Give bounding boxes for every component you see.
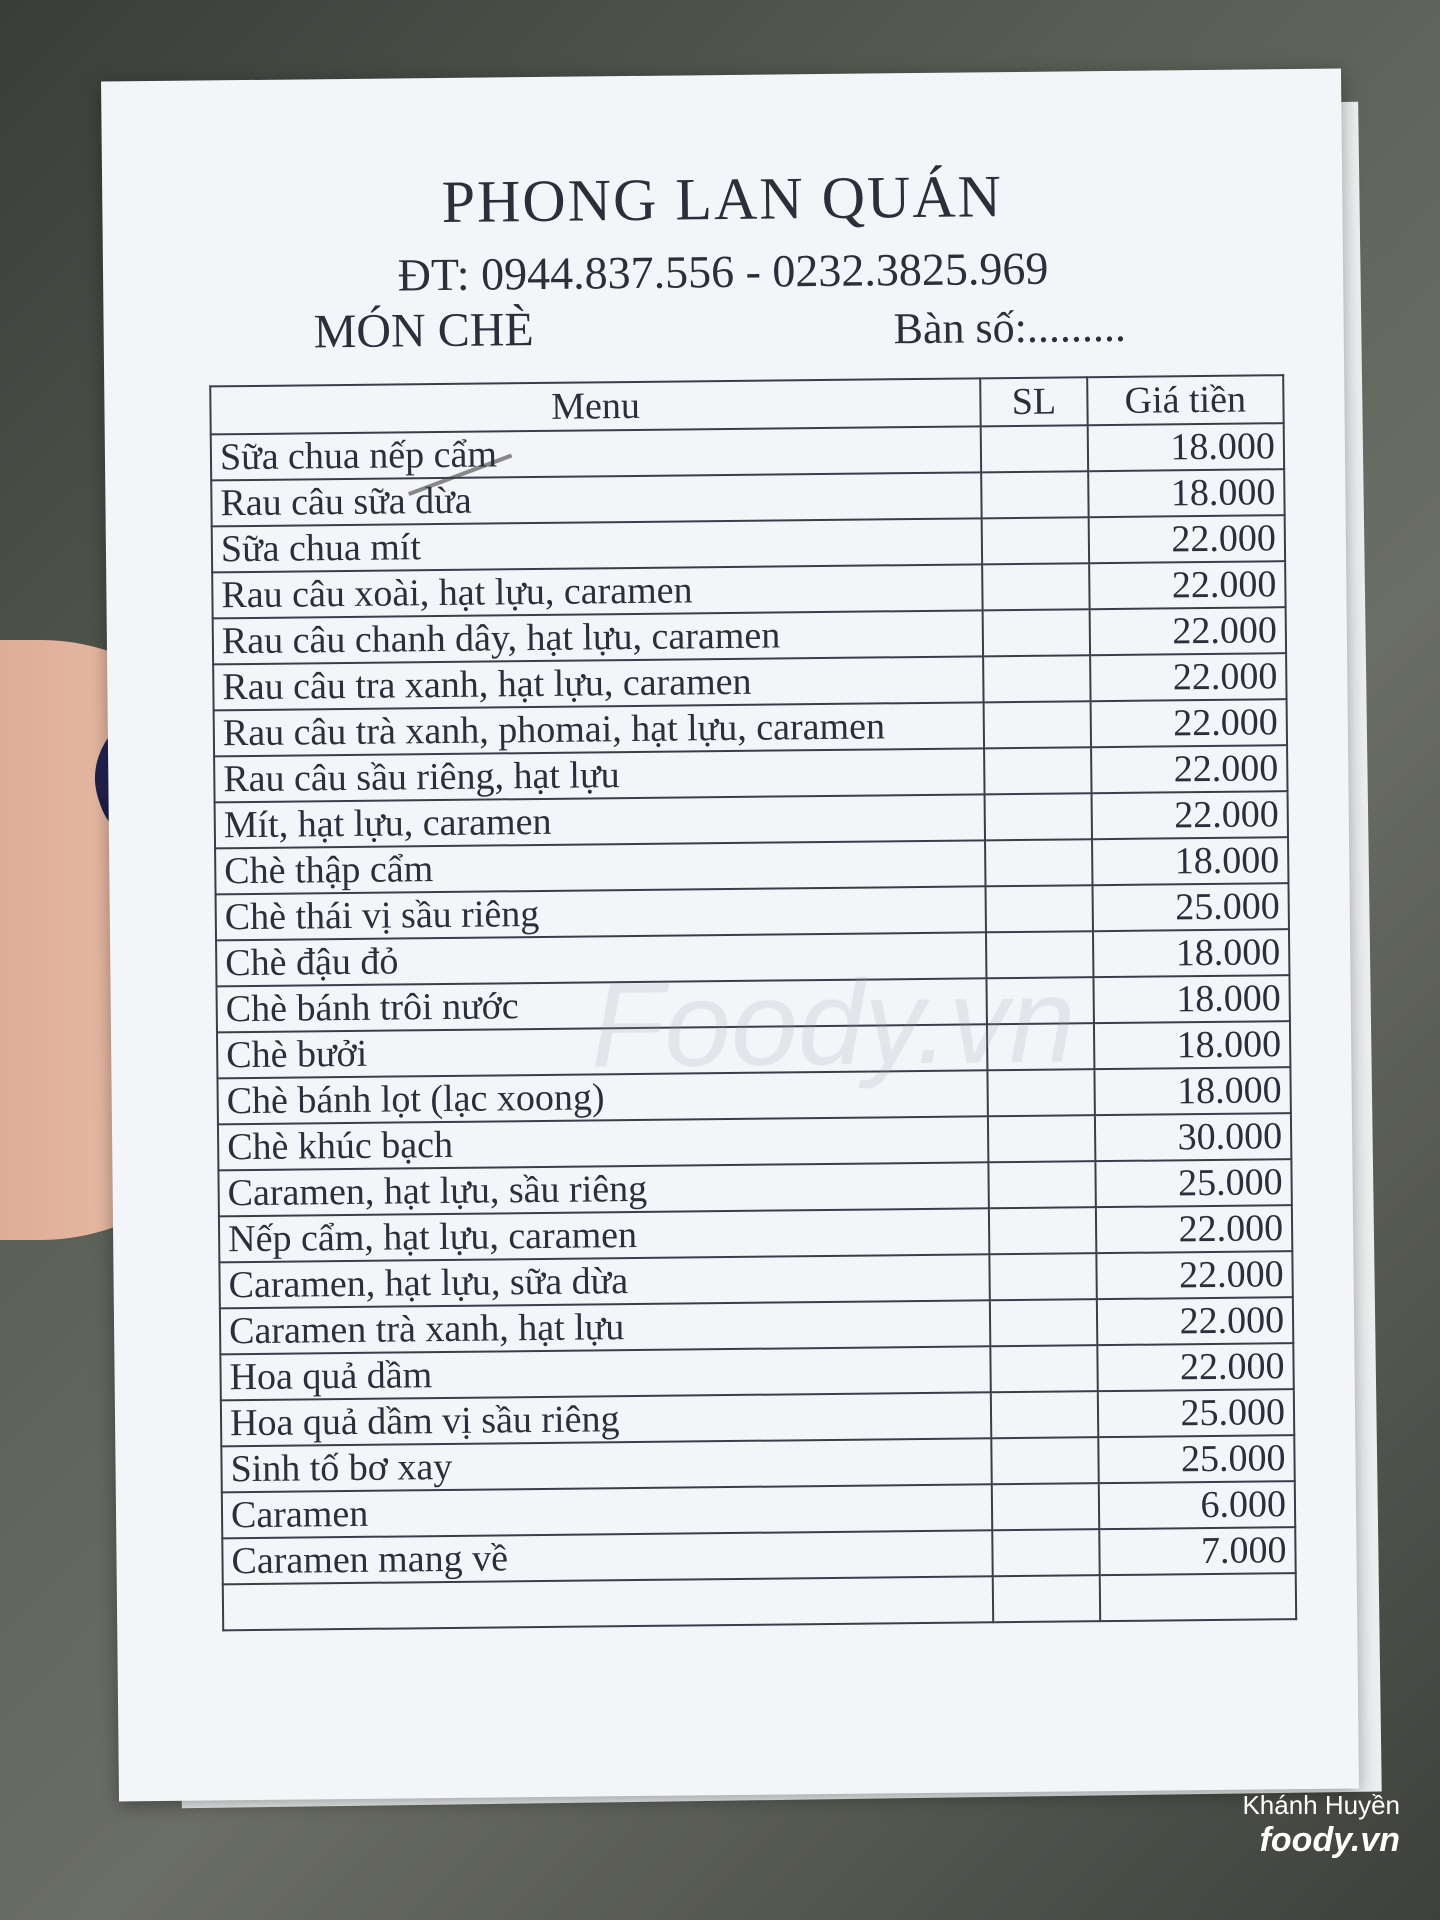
section-title: MÓN CHÈ — [313, 303, 534, 359]
item-name: Sữa chua mít — [212, 518, 983, 572]
item-name: Rau câu chanh dây, hạt lựu, caramen — [213, 610, 984, 664]
item-price: 22.000 — [1090, 653, 1287, 701]
shop-name: PHONG LAN QUÁN — [441, 163, 1004, 235]
item-qty — [982, 563, 1089, 610]
item-name: Caramen mang về — [222, 1530, 993, 1584]
item-qty — [982, 517, 1089, 564]
shop-phone: ĐT: 0944.837.556 - 0232.3825.969 — [397, 242, 1049, 301]
watermark-logo: Foody.vn — [590, 953, 1077, 1093]
item-name: Chè đậu đỏ — [216, 932, 987, 986]
item-name: Caramen — [222, 1484, 993, 1538]
item-qty — [984, 747, 1091, 794]
item-qty — [989, 1207, 1096, 1254]
item-name: Chè bưởi — [217, 1024, 988, 1078]
item-price: 6.000 — [1099, 1481, 1296, 1529]
item-price: 25.000 — [1095, 1159, 1292, 1207]
item-name: Hoa quả dầm vị sầu riêng — [221, 1392, 992, 1446]
item-qty — [986, 885, 1093, 932]
item-name: Rau câu xoài, hạt lựu, caramen — [212, 564, 983, 618]
item-qty — [985, 793, 1092, 840]
item-price: 22.000 — [1091, 745, 1288, 793]
item-price: 30.000 — [1095, 1113, 1292, 1161]
item-name: Chè thái vị sầu riêng — [216, 886, 987, 940]
item-price: 25.000 — [1098, 1435, 1295, 1483]
item-qty — [988, 1115, 1095, 1162]
item-name: Caramen, hạt lựu, sữa dừa — [219, 1254, 990, 1308]
item-price: 22.000 — [1089, 607, 1286, 655]
item-price: 25.000 — [1092, 883, 1289, 931]
item-name: Caramen, hạt lựu, sầu riêng — [218, 1162, 989, 1216]
item-qty — [985, 839, 1092, 886]
item-price: 18.000 — [1094, 1067, 1291, 1115]
item-price — [1100, 1573, 1297, 1621]
item-name: Chè thập cẩm — [215, 840, 986, 894]
item-name: Chè khúc bạch — [218, 1116, 989, 1170]
item-price: 25.000 — [1098, 1389, 1295, 1437]
item-price: 22.000 — [1090, 699, 1287, 747]
item-qty — [992, 1529, 1099, 1576]
item-qty — [993, 1575, 1100, 1622]
item-price: 18.000 — [1088, 469, 1285, 517]
column-qty: SL — [980, 377, 1087, 426]
credit-author: Khánh Huyền — [1242, 1790, 1400, 1820]
item-qty — [990, 1299, 1097, 1346]
item-name: Chè bánh trôi nước — [217, 978, 988, 1032]
item-name: Caramen trà xanh, hạt lựu — [220, 1300, 991, 1354]
item-qty — [992, 1483, 1099, 1530]
menu-sheet — [101, 69, 1359, 1802]
table-number: Bàn số:......... — [893, 301, 1127, 354]
item-name: Rau câu tra xanh, hạt lựu, caramen — [213, 656, 984, 710]
item-name — [223, 1576, 994, 1630]
item-qty — [981, 471, 1088, 518]
item-price: 7.000 — [1099, 1527, 1296, 1575]
credit-brand: foody.vn — [1259, 1821, 1400, 1859]
item-price: 22.000 — [1088, 515, 1285, 563]
column-price: Giá tiền — [1087, 375, 1284, 425]
item-name: Mít, hạt lựu, caramen — [215, 794, 986, 848]
photo-credit — [1242, 1790, 1400, 1860]
item-qty — [991, 1437, 1098, 1484]
item-qty — [989, 1161, 1096, 1208]
item-name: Rau câu sầu riêng, hạt lựu — [214, 748, 985, 802]
item-qty — [990, 1345, 1097, 1392]
item-price: 22.000 — [1091, 791, 1288, 839]
item-price: 22.000 — [1096, 1251, 1293, 1299]
item-price: 18.000 — [1087, 423, 1284, 471]
item-qty — [991, 1391, 1098, 1438]
column-menu: Menu — [210, 378, 981, 434]
item-name: Chè bánh lọt (lạc xoong) — [217, 1070, 988, 1124]
item-price: 18.000 — [1093, 975, 1290, 1023]
table-row — [223, 1573, 1296, 1630]
item-qty — [990, 1253, 1097, 1300]
item-price: 22.000 — [1097, 1297, 1294, 1345]
item-price: 18.000 — [1093, 929, 1290, 977]
item-price: 18.000 — [1094, 1021, 1291, 1069]
item-qty — [983, 655, 1090, 702]
item-name: Sinh tố bơ xay — [221, 1438, 992, 1492]
item-name: Rau câu trà xanh, phomai, hạt lựu, caramen — [214, 702, 985, 756]
item-name: Hoa quả dầm — [220, 1346, 991, 1400]
item-name: Rau câu sữa dừa — [211, 472, 982, 526]
item-price: 22.000 — [1096, 1205, 1293, 1253]
item-price: 18.000 — [1092, 837, 1289, 885]
item-name: Sữa chua nếp cẩm — [211, 426, 982, 480]
item-name: Nếp cẩm, hạt lựu, caramen — [219, 1208, 990, 1262]
item-qty — [981, 425, 1088, 472]
item-qty — [984, 701, 1091, 748]
item-price: 22.000 — [1097, 1343, 1294, 1391]
item-price: 22.000 — [1089, 561, 1286, 609]
item-qty — [983, 609, 1090, 656]
